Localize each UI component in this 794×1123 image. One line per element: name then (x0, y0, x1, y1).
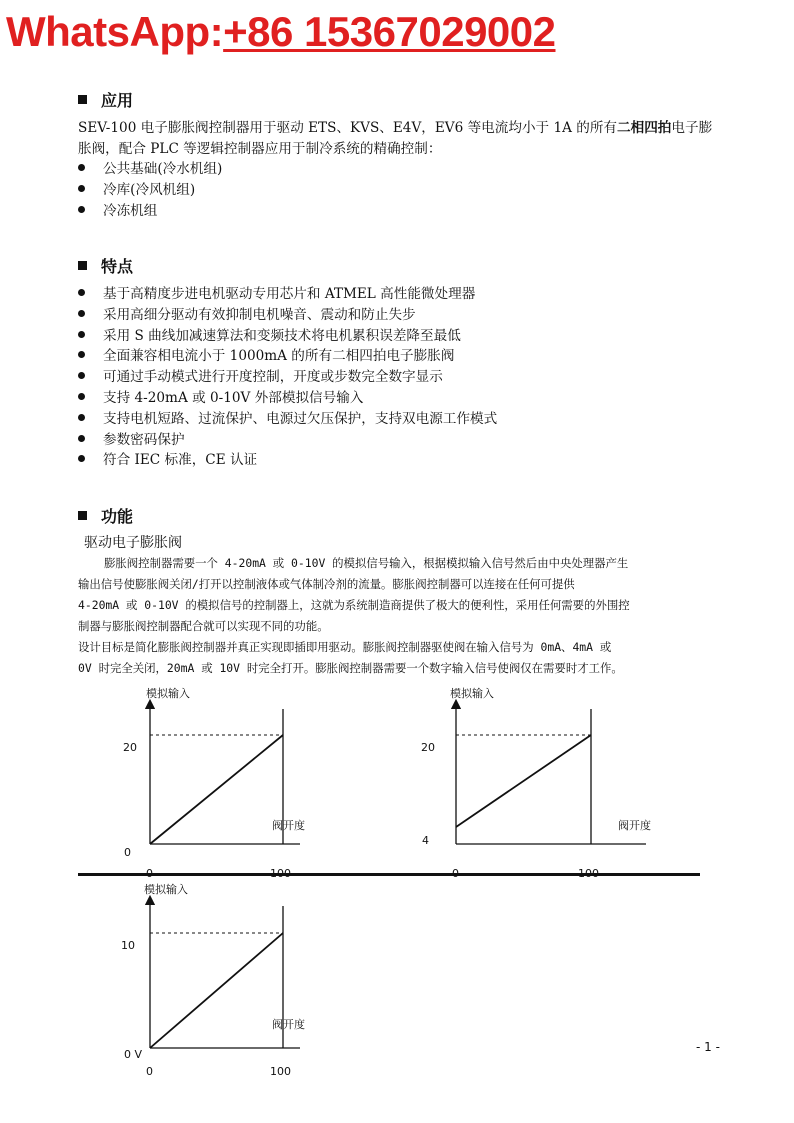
graph-4-20 (416, 684, 656, 874)
bullet-icon (78, 351, 85, 358)
page-number: - 1 - (696, 1040, 720, 1054)
list-item: 冷冻机组 (78, 201, 222, 222)
y-tick-top: 10 (121, 939, 135, 952)
x-axis-label: 阀开度 (618, 819, 651, 832)
section-application-heading: 应用 (78, 88, 133, 111)
whatsapp-label: WhatsApp: (6, 8, 224, 55)
bullet-icon (78, 372, 85, 379)
y-tick-top: 20 (123, 741, 137, 754)
list-item: 符合 IEC 标准，CE 认证 (78, 450, 497, 471)
list-item: 全面兼容相电流小于 1000mA 的所有二相四拍电子膨胀阀 (78, 346, 497, 367)
signal-line (456, 735, 591, 827)
y-axis-label: 模拟输入 (144, 883, 188, 896)
section-features-heading: 特点 (78, 254, 133, 277)
application-intro: SEV-100 电子膨胀阀控制器用于驱动 ETS、KVS、E4V，EV6 等电流均小于 1A 的所有二相四拍电子膨胀阀，配合 PLC 等逻辑控制器应用于制冷系统的精确控制： (78, 120, 713, 157)
y-axis-label: 模拟输入 (450, 687, 494, 700)
list-item: 公共基础(冷水机组) (78, 159, 222, 180)
square-bullet-icon (78, 95, 87, 104)
whatsapp-banner (6, 8, 556, 56)
bullet-icon (78, 185, 85, 192)
bullet-icon (78, 331, 85, 338)
section-functions-heading: 功能 (78, 504, 133, 527)
functions-line: 0V 时完全关闭，20mA 或 10V 时完全打开。膨胀阀控制器需要一个数字输入信号使阀仅在需要时才工作。 (78, 661, 623, 675)
list-item: 采用高细分驱动有效抑制电机噪音、震动和防止失步 (78, 305, 497, 326)
functions-line: 制器与膨胀阀控制器配合就可以实现不同的功能。 (78, 619, 329, 633)
bullet-icon (78, 455, 85, 462)
bullet-icon (78, 164, 85, 171)
functions-line: 4-20mA 或 0-10V 的模拟信号的控制器上，这就为系统制造商提供了极大的便利性，采用任何需要的外围控 (78, 598, 630, 612)
list-item: 支持 4-20mA 或 0-10V 外部模拟信号输入 (78, 388, 497, 409)
bullet-icon (78, 414, 85, 421)
graph-0-10v (110, 880, 310, 1078)
features-list (78, 284, 497, 471)
y-axis-label: 模拟输入 (146, 687, 190, 700)
bullet-icon (78, 289, 85, 296)
list-item: 基于高精度步进电机驱动专用芯片和 ATMEL 高性能微处理器 (78, 284, 497, 305)
list-item: 支持电机短路、过流保护、电源过欠压保护，支持双电源工作模式 (78, 409, 497, 430)
list-item: 冷库(冷风机组) (78, 180, 222, 201)
bullet-icon (78, 393, 85, 400)
list-item: 采用 S 曲线加减速算法和变频技术将电机累积误差降至最低 (78, 326, 497, 347)
divider-rule (78, 873, 700, 876)
functions-line: 设计目标是简化膨胀阀控制器并真正实现即插即用驱动。膨胀阀控制器驱使阀在输入信号为 0mA、4mA 或 (78, 640, 612, 654)
bullet-icon (78, 310, 85, 317)
y-tick-bottom: 0 (124, 846, 131, 859)
bullet-icon (78, 435, 85, 442)
x-tick-right: 100 (270, 1065, 291, 1078)
list-item: 参数密码保护 (78, 430, 497, 451)
graph-0-20 (110, 684, 310, 874)
signal-line (150, 933, 283, 1048)
square-bullet-icon (78, 511, 87, 520)
application-list (78, 159, 222, 221)
functions-line: 输出信号使膨胀阀关闭/打开以控制液体或气体制冷剂的流量。膨胀阀控制器可以连接在任何可提供 (78, 577, 575, 591)
y-tick-top: 20 (421, 741, 435, 754)
functions-line: 膨胀阀控制器需要一个 4-20mA 或 0-10V 的模拟信号输入，根据模拟输入信号然后由中央处理器产生 (104, 556, 629, 570)
y-tick-bottom: 4 (422, 834, 429, 847)
x-tick-left: 0 (146, 1065, 153, 1078)
x-axis-label: 阀开度 (272, 1018, 305, 1031)
list-item: 可通过手动模式进行开度控制，开度或步数完全数字显示 (78, 367, 497, 388)
bullet-icon (78, 206, 85, 213)
y-tick-bottom: 0 V (124, 1048, 143, 1061)
square-bullet-icon (78, 261, 87, 270)
signal-line (150, 735, 283, 844)
x-axis-label: 阀开度 (272, 819, 305, 832)
functions-subtitle: 驱动电子膨胀阀 (84, 535, 182, 551)
whatsapp-number-link[interactable]: +86 15367029002 (223, 8, 556, 55)
